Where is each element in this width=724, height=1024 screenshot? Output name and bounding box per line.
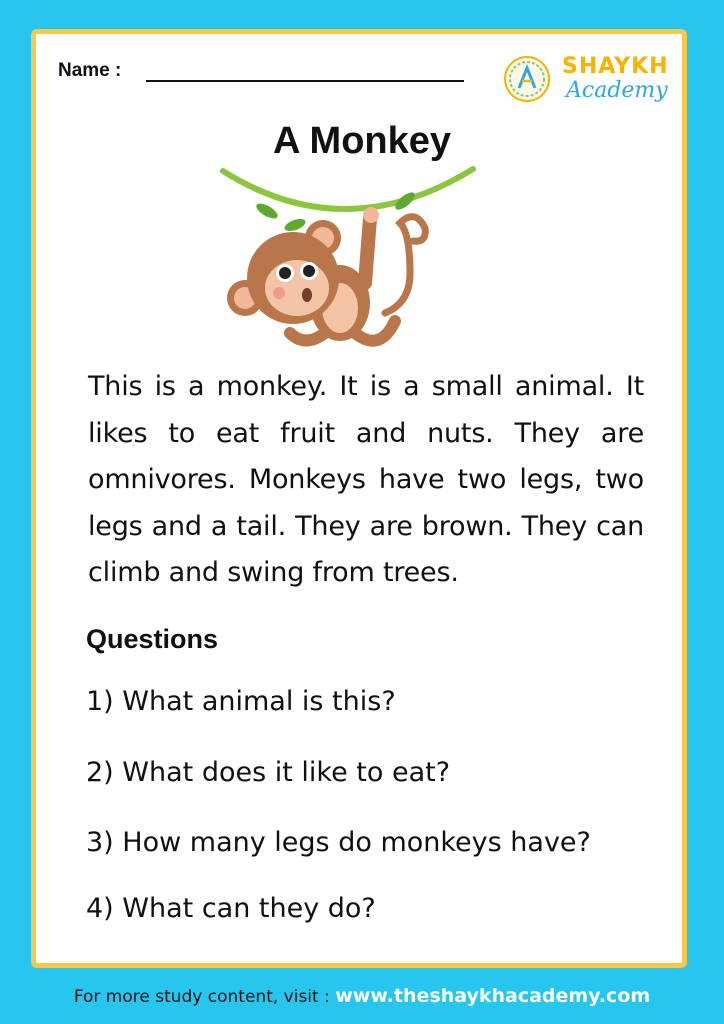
- logo-brand-text: SHAYKH: [562, 54, 669, 79]
- footer-prefix-text: For more study content, visit :: [73, 987, 330, 1007]
- question-item: 1) What animal is this?: [86, 686, 396, 717]
- shaykh-emblem-icon: [502, 54, 552, 104]
- name-label: Name :: [58, 60, 122, 81]
- footer-url-link[interactable]: www.theshaykhacademy.com: [335, 985, 651, 1007]
- logo-tagline-text: Academy: [566, 78, 668, 103]
- question-item: 4) What can they do?: [86, 893, 376, 924]
- footer: [0, 985, 724, 1007]
- name-field-line[interactable]: [146, 80, 464, 82]
- page-title: A Monkey: [272, 120, 452, 162]
- questions-heading: Questions: [86, 624, 219, 654]
- shaykh-academy-logo: [500, 50, 670, 110]
- question-item: 3) How many legs do monkeys have?: [86, 827, 591, 858]
- question-item: 2) What does it like to eat?: [86, 757, 451, 788]
- reading-passage: This is a monkey. It is a small animal. It likes to eat fruit and nuts. They are omnivores. Monkeys have two legs, two legs and a tail. They are brown. They can climb and swing from trees.: [88, 371, 644, 588]
- monkey-hanging-on-vine-icon: [215, 163, 515, 358]
